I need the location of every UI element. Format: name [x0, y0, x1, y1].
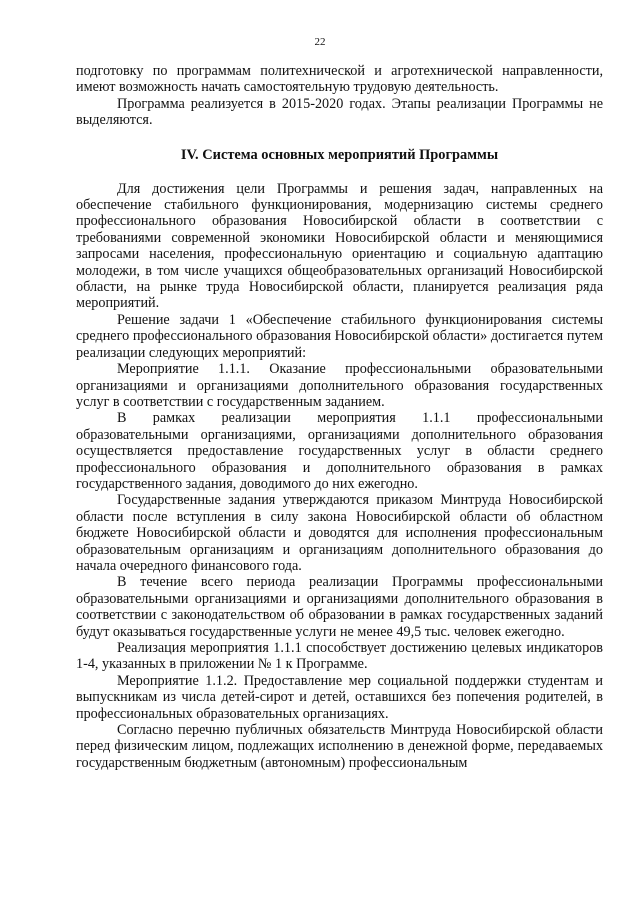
section-title: IV. Система основных мероприятий Программы [180, 146, 499, 163]
paragraph: В течение всего периода реализации Программы профессиональными образовательными организациями и организациями дополнительного образования в соответствии с законодательством об образовании в рамках государственных заданий будут оказываться государственные услуги не менее 49,5 тыс. человек ежегодно. [76, 574, 603, 640]
document-body [76, 63, 603, 771]
paragraph: Программа реализуется в 2015-2020 годах. Этапы реализации Программы не выделяются. [76, 95, 603, 129]
paragraph: В рамках реализации мероприятия 1.1.1 профессиональными образовательными организациями, организациями дополнительного образования осуществляется предоставление государственных услуг в области среднего профессионального образования и дополнительного образования в рамках государственного задания, доводимого до них ежегодно. [76, 410, 603, 492]
paragraph: Мероприятие 1.1.1. Оказание профессиональными образовательными организациями и организациями дополнительного образования государственных услуг в соответствии с государственным заданием. [76, 361, 603, 410]
paragraph: подготовку по программам политехнической и агротехнической направленности, имеют возможность начать самостоятельную трудовую деятельность. [76, 63, 603, 96]
paragraph: Согласно перечню публичных обязательств Минтруда Новосибирской области перед физическим лицом, подлежащих исполнению в денежной форме, передаваемых государственным бюджетным (автономным) профессиональным [76, 722, 603, 771]
page-number: 22 [314, 36, 326, 48]
paragraph: Решение задачи 1 «Обеспечение стабильного функционирования системы среднего профессионального образования Новосибирской области» достигается путем реализации следующих мероприятий: [76, 311, 603, 361]
paragraph: Для достижения цели Программы и решения задач, направленных на обеспечение стабильного функционирования, модернизацию системы среднего профессионального образования Новосибирской области в соответствии с требованиями современной экономики Новосибирской области и меняющимися запросами населения, профессиональную ориентацию и социальную адаптацию молодежи, в том числе учащихся общеобразовательных организаций Новосибирской области, на рынке труда Новосибирской области, планируется реализация ряда мероприятий. [76, 180, 603, 312]
paragraph: Государственные задания утверждаются приказом Минтруда Новосибирской области после вступления в силу закона Новосибирской области об областном бюджете Новосибирской области и доводятся для исполнения профессиональным образовательным организациям и организациям дополнительного образования до начала очередного финансового года. [76, 492, 603, 574]
paragraph: Реализация мероприятия 1.1.1 способствует достижению целевых индикаторов 1-4, указанных в приложении № 1 к Программе. [76, 640, 603, 673]
paragraph: Мероприятие 1.1.2. Предоставление мер социальной поддержки студентам и выпускникам из числа детей-сирот и детей, оставшихся без попечения родителей, в профессиональных образовательных организациях. [76, 672, 603, 722]
